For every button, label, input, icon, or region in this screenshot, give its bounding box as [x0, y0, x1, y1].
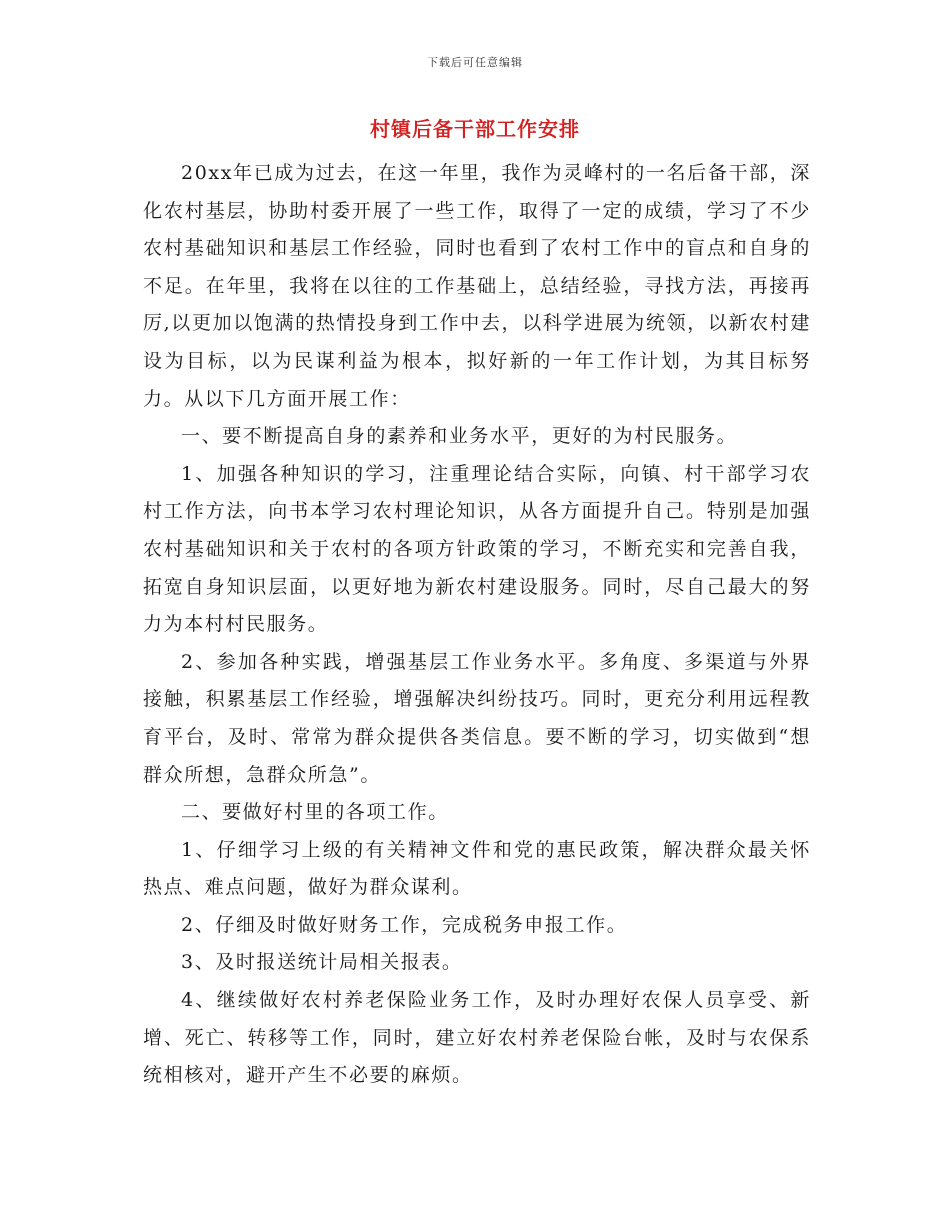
paragraph-2-1: 1、仔细学习上级的有关精神文件和党的惠民政策，解决群众最关怀热点、难点问题，做好为群众谋利。 [143, 838, 811, 899]
header-note: 下载后可任意编辑 [427, 56, 523, 69]
paragraph-2-4: 4、继续做好农村养老保险业务工作，及时办理好农保人员享受、新增、死亡、转移等工作，同时，建立好农村养老保险台帐，及时与农保系统相核对，避开产生不必要的麻烦。 [143, 989, 811, 1087]
paragraph-1-2: 2、参加各种实践，增强基层工作业务水平。多角度、多渠道与外界接触，积累基层工作经验，增强解决纠纷技巧。同时，更充分利用远程教育平台，及时、常常为群众提供各类信息。要不断的学习，切实做到“想群众所想，急群众所急”。 [143, 650, 811, 786]
section-heading-1: 一、要不断提高自身的素养和业务水平，更好的为村民服务。 [181, 425, 738, 448]
paragraph-2-2: 2、仔细及时做好财务工作，完成税务申报工作。 [181, 913, 628, 936]
paragraph-1-1: 1、加强各种知识的学习，注重理论结合实际，向镇、村干部学习农村工作方法，向书本学习农村理论知识，从各方面提升自己。特别是加强农村基础知识和关于农村的各项方针政策的学习，不断充实和完善自我，拓宽自身知识层面，以更好地为新农村建设服务。同时，尽自己最大的努力为本村村民服务。 [143, 462, 811, 636]
paragraph-2-3: 3、及时报送统计局相关报表。 [181, 951, 463, 974]
document-body [143, 155, 811, 1095]
document-title: 村镇后备干部工作安排 [370, 117, 580, 141]
section-heading-2: 二、要做好村里的各项工作。 [181, 801, 449, 824]
paragraph-intro: 20xx年已成为过去，在这一年里，我作为灵峰村的一名后备干部，深化农村基层，协助村委开展了一些工作，取得了一定的成绩，学习了不少农村基础知识和基层工作经验，同时也看到了农村工作中的盲点和自身的不足。在年里，我将在以往的工作基础上，总结经验，寻找方法，再接再厉,以更加以饱满的热情投身到工作中去，以科学进展为统领，以新农村建设为目标，以为民谋利益为根本，拟好新的一年工作计划，为其目标努力。从以下几方面开展工作： [143, 162, 811, 410]
